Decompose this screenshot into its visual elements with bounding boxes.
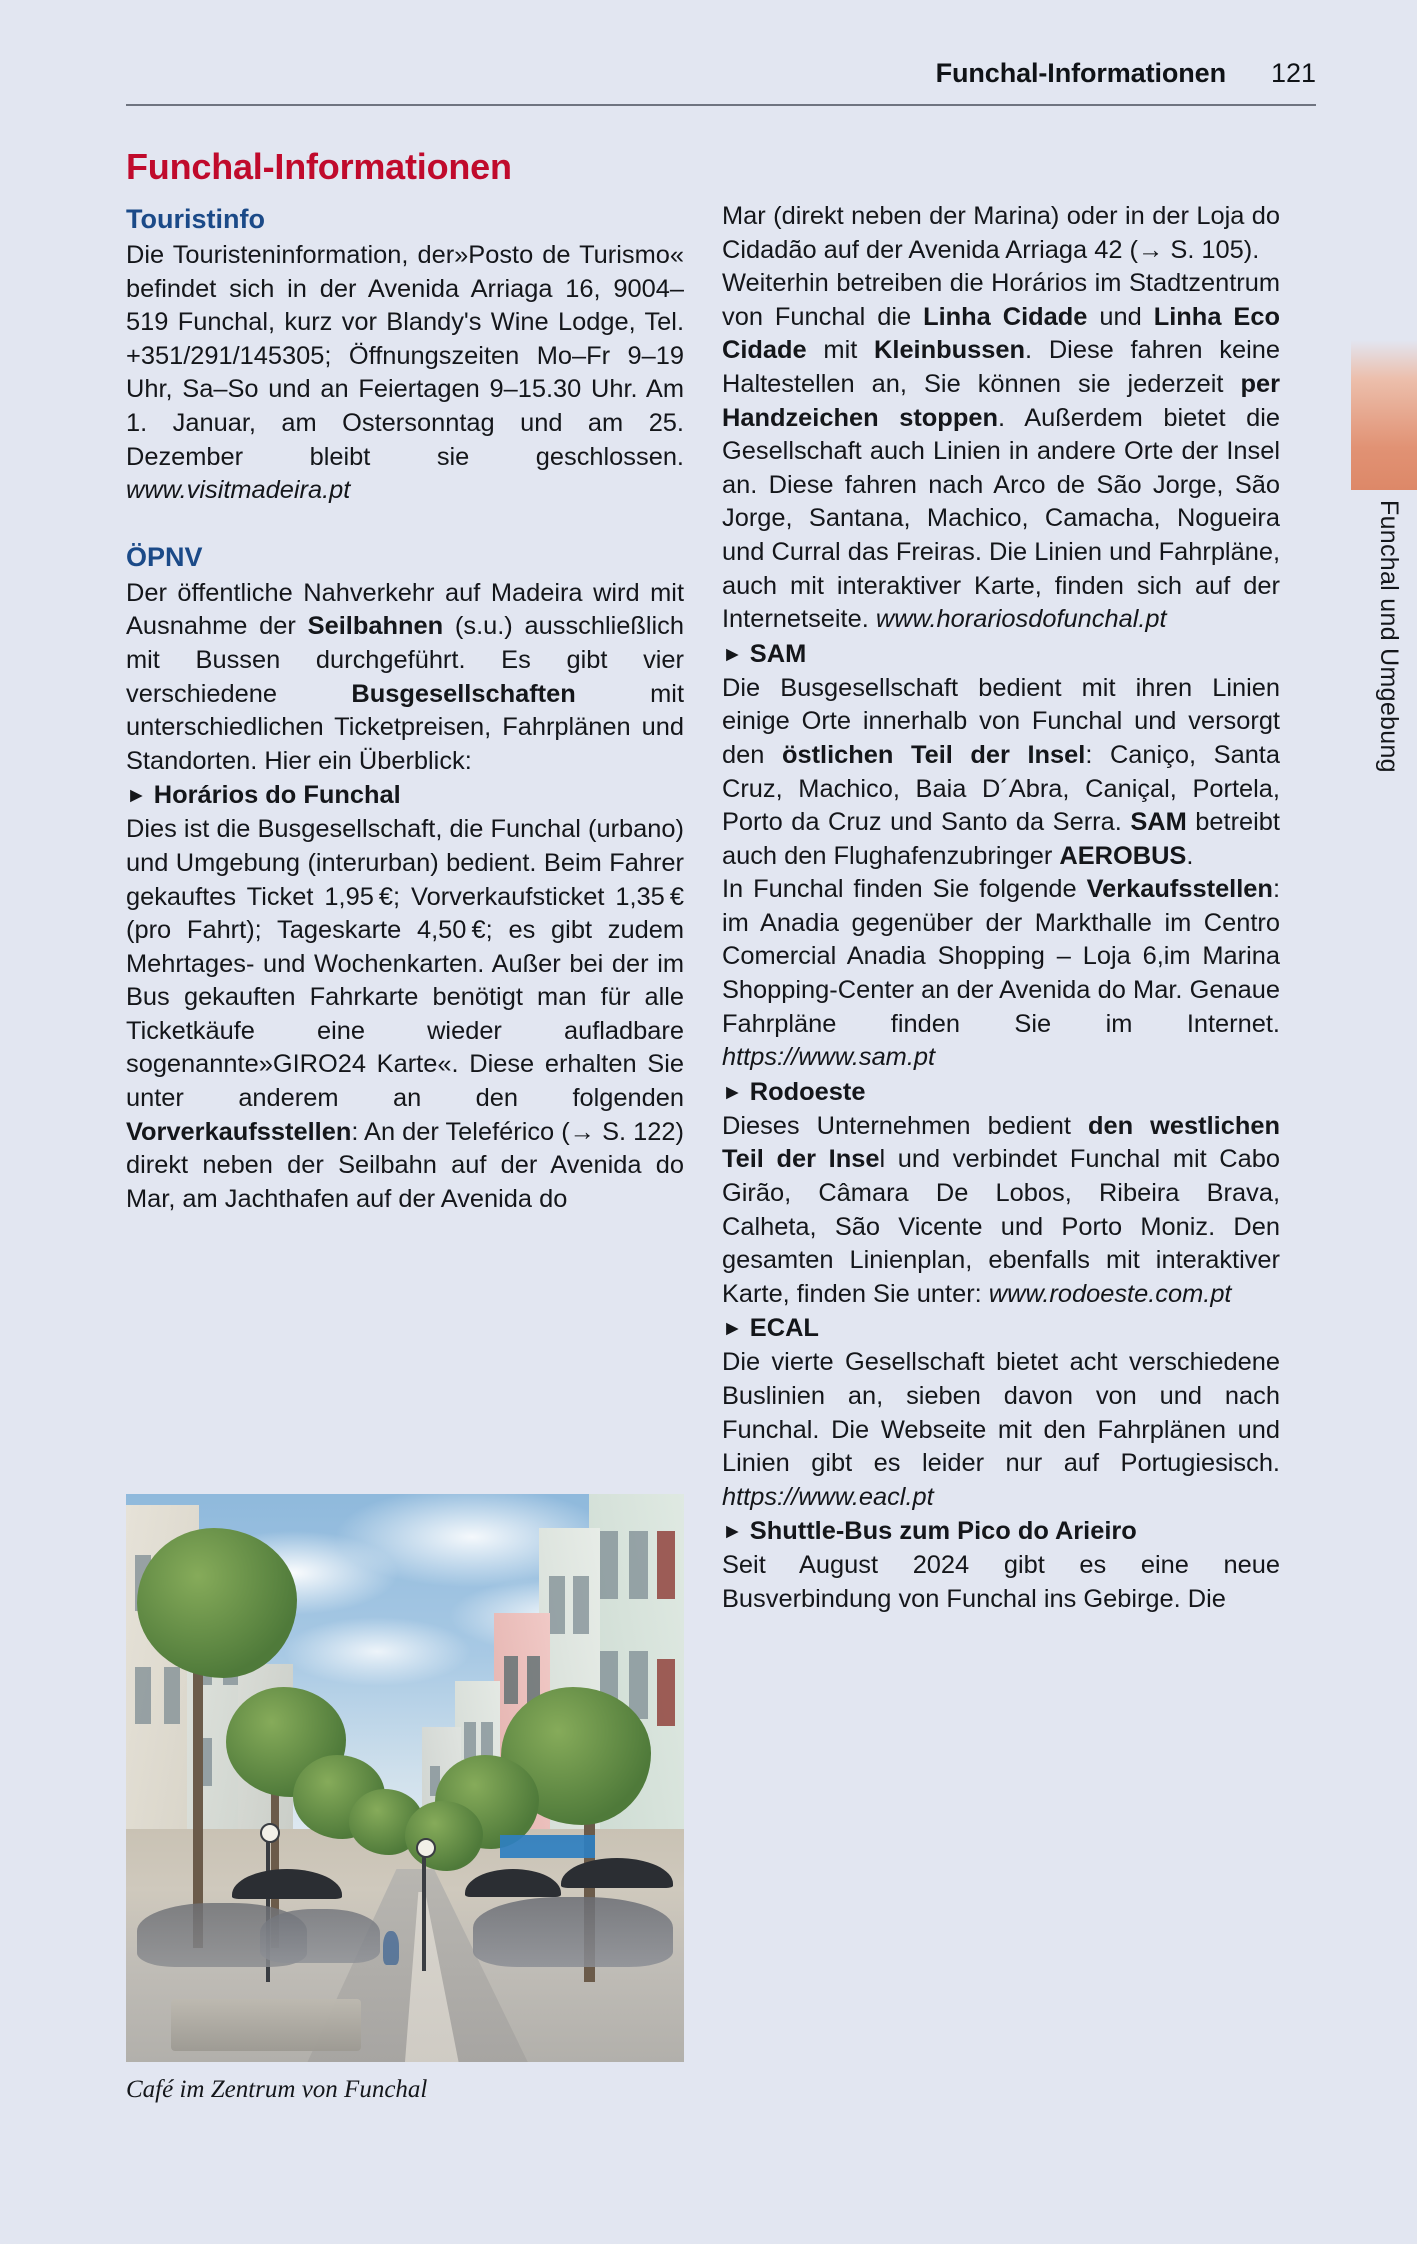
rodoeste-url[interactable]: www.rodoeste.com.pt	[988, 1279, 1232, 1308]
bold-linha-eco-cidade: Linha Eco Cidade	[722, 302, 1280, 365]
continuation-text-a: Mar (direkt neben der Marina) oder in der Loja do Cidadão auf der Avenida Arriaga 42 (→ S. 105).	[722, 202, 1280, 264]
subsection-horarios-do-funchal	[126, 778, 684, 813]
ecal-text-a: Die vierte Gesellschaft bietet acht verschiedene Buslinien an, sieben davon von und nach Funchal. Die Webseite mit den Fahrplänen und Linien gibt es leider nur auf Portugiesisch.	[722, 1348, 1280, 1478]
subsection-rodoeste-label: Rodoeste	[749, 1077, 866, 1106]
sam-text-g: .	[1186, 841, 1194, 870]
sam-text-e: betreibt auch den Flughafenzubringer	[722, 808, 1280, 870]
opnv-intro-paragraph	[126, 577, 684, 779]
triangle-bullet-icon: ►	[126, 784, 147, 808]
opnv-bold-busgesellschaften: Busgesellschaften	[351, 679, 576, 708]
opnv-text-e: mit unterschiedlichen Ticketpreisen, Fahrplänen und Standorten. Hier ein Überblick:	[126, 679, 684, 775]
bold-linha-cidade: Linha Cidade	[923, 302, 1088, 331]
rodoeste-text-c: l und verbindet Funchal mit Cabo Girão, Câmara De Lobos, Ribeira Brava, Calheta, São Vicente und Porto Moniz. Den gesamten Linienplan, ebenfalls mit interaktiver Karte, finden Sie unter:	[722, 1145, 1281, 1308]
triangle-bullet-icon-sam: ►	[722, 642, 743, 666]
opnv-bold-seilbahnen: Seilbahnen	[307, 612, 444, 641]
pedestrian-group-centre	[260, 1909, 380, 1963]
bold-sam: SAM	[1130, 808, 1187, 837]
horarios-text-a: Dies ist die Busgesellschaft, die Funchal (urbano) und Umgebung (interurban) bedient. Beim Fahrer gekauftes Ticket 1,95 €; Vorverkaufsticket 1,35 € (pro Fahrt); Tageskarte 4,50 €; es gibt zudem Mehrtages- und Wochenkarten. Außer bei der im Bus gekauften Fahrkarte benötigt man für alle Ticketkäufe eine wieder aufladbare sogenannte»GIRO24 Karte«. Diese erhalten Sie unter anderem an den folgenden	[126, 815, 684, 1113]
bold-westlicher-teil: den westlichen Teil der Inse	[722, 1111, 1280, 1174]
sam-text-h: In Funchal finden Sie folgende	[722, 875, 1087, 904]
subsection-ecal-label: ECAL	[749, 1314, 819, 1343]
continuation-text-h: . Diese fahren keine Haltestellen an, Sie können sie jederzeit	[722, 336, 1280, 398]
touristinfo-url[interactable]: www.visitmadeira.pt	[126, 476, 351, 505]
rodoeste-paragraph	[722, 1110, 1280, 1312]
photo-caption: Café im Zentrum von Funchal	[126, 2076, 428, 2103]
triangle-bullet-icon-ecal: ►	[722, 1317, 743, 1341]
photo-block	[126, 1494, 684, 2105]
chapter-tab-label: Funchal und Umgebung	[1375, 500, 1403, 773]
running-head-title: Funchal-Informationen	[935, 58, 1226, 88]
street-lamp-head-2	[416, 1838, 436, 1858]
continuation-text-b: Weiterhin betreiben die Horários im Stadtzentrum von Funchal die	[722, 269, 1280, 331]
sam-text-j: : im Anadia gegenüber der Markthalle im Centro Comercial Anadia Shopping – Loja 6,im Marina Shopping-Center an der Avenida do Mar. Genaue Fahrpläne finden Sie im Internet.	[722, 875, 1280, 1038]
horarios-bold-vorverkaufsstellen: Vorverkaufsstellen	[126, 1117, 352, 1146]
sam-url[interactable]: https://www.sam.pt	[722, 1043, 936, 1072]
continuation-text-d: und	[1087, 302, 1154, 331]
page-title: Funchal-Informationen	[126, 146, 512, 188]
triangle-bullet-icon-rodoeste: ►	[722, 1080, 743, 1104]
subsection-sam	[722, 637, 1280, 672]
subsection-horarios-label: Horários do Funchal	[153, 781, 401, 810]
bold-kleinbussen: Kleinbussen	[874, 336, 1026, 365]
blue-shop-awning	[500, 1835, 595, 1858]
subsection-shuttle-bus	[722, 1514, 1280, 1549]
bold-verkaufsstellen: Verkaufsstellen	[1086, 875, 1273, 904]
pedestrian-group-right	[473, 1897, 673, 1967]
bench-foreground	[171, 1999, 361, 2051]
touristinfo-paragraph	[126, 239, 684, 508]
subsection-sam-label: SAM	[749, 639, 807, 668]
bold-handzeichen-stoppen: per Handzeichen stoppen	[722, 369, 1280, 432]
left-column	[126, 200, 684, 1216]
section-heading-opnv: ÖPNV	[126, 541, 203, 572]
sam-text-c: : Caniço, Santa Cruz, Machico, Baia D´Abra, Caniçal, Portela, Porto da Cruz und Santo da Serra.	[722, 740, 1280, 837]
street-lamp-post-2	[422, 1846, 426, 1971]
tree-foliage-7	[405, 1801, 483, 1871]
chapter-tab-accent-bar	[1351, 340, 1417, 490]
ecal-paragraph	[722, 1346, 1280, 1514]
opnv-text-c: (s.u.) ausschließlich mit Bussen durchgeführt. Es gibt vier verschiedene	[126, 612, 684, 708]
ecal-url[interactable]: https://www.eacl.pt	[722, 1482, 934, 1511]
sam-paragraph-1	[722, 672, 1280, 874]
section-heading-touristinfo: Touristinfo	[126, 204, 265, 234]
bold-oestlicher-teil: östlichen Teil der Insel	[781, 740, 1086, 769]
subsection-shuttle-label: Shuttle-Bus zum Pico do Arieiro	[749, 1517, 1137, 1546]
sam-paragraph-2	[722, 873, 1280, 1075]
continuation-paragraph-1	[722, 200, 1280, 267]
rodoeste-text-a: Dieses Unternehmen bedient	[722, 1111, 1088, 1140]
shuttle-paragraph	[722, 1549, 1280, 1616]
triangle-bullet-icon-shuttle: ►	[722, 1520, 743, 1544]
subsection-rodoeste	[722, 1075, 1280, 1110]
horarios-url[interactable]: www.horariosdofunchal.pt	[875, 605, 1167, 634]
horarios-text-c: : An der Teleférico (→ S. 122) direkt neben der Seilbahn auf der Avenida do Mar, am Jachthafen auf der Avenida do	[126, 1117, 684, 1213]
street-photo	[126, 1494, 684, 2062]
continuation-text-f: mit	[806, 336, 875, 365]
running-head	[126, 58, 1316, 89]
shuttle-text-a: Seit August 2024 gibt es eine neue Busverbindung von Funchal ins Gebirge. Die	[722, 1551, 1280, 1613]
bold-aerobus: AEROBUS	[1059, 841, 1187, 870]
continuation-paragraph-2	[722, 267, 1280, 637]
right-column	[722, 200, 1280, 1617]
header-divider	[126, 104, 1316, 106]
subsection-ecal	[722, 1311, 1280, 1346]
tree-foliage-1	[137, 1528, 297, 1678]
opnv-text-a: Der öffentliche Nahverkehr auf Madeira wird mit Ausnahme der	[126, 578, 684, 641]
pedestrian-walking-street	[383, 1931, 399, 1965]
sam-text-a: Die Busgesellschaft bedient mit ihren Linien einige Orte innerhalb von Funchal und versorgt den	[722, 673, 1280, 769]
continuation-text-j: . Außerdem bietet die Gesellschaft auch Linien in andere Orte der Insel an. Diese fahren nach Arco de São Jorge, São Jorge, Santana, Machico, Camacha, Nogueira und Curral das Freiras. Die Linien und Fahrpläne, auch mit interaktiver Karte, finden sich auf der Internetseite.	[722, 403, 1280, 634]
horarios-paragraph	[126, 813, 684, 1216]
page-number: 121	[1270, 58, 1316, 88]
touristinfo-text: Die Touristeninformation, der»Posto de Turismo« befindet sich in der Avenida Arriaga 16, 9004–519 Funchal, kurz vor Blandy's Wine Lodge, Tel. +351/291/145305; Öffnungszeiten Mo–Fr 9–19 Uhr, Sa–So und an Feiertagen 9–15.30 Uhr. Am 1. Januar, am Ostersonntag und am 25. Dezember bleibt sie geschlossen.	[126, 241, 684, 471]
